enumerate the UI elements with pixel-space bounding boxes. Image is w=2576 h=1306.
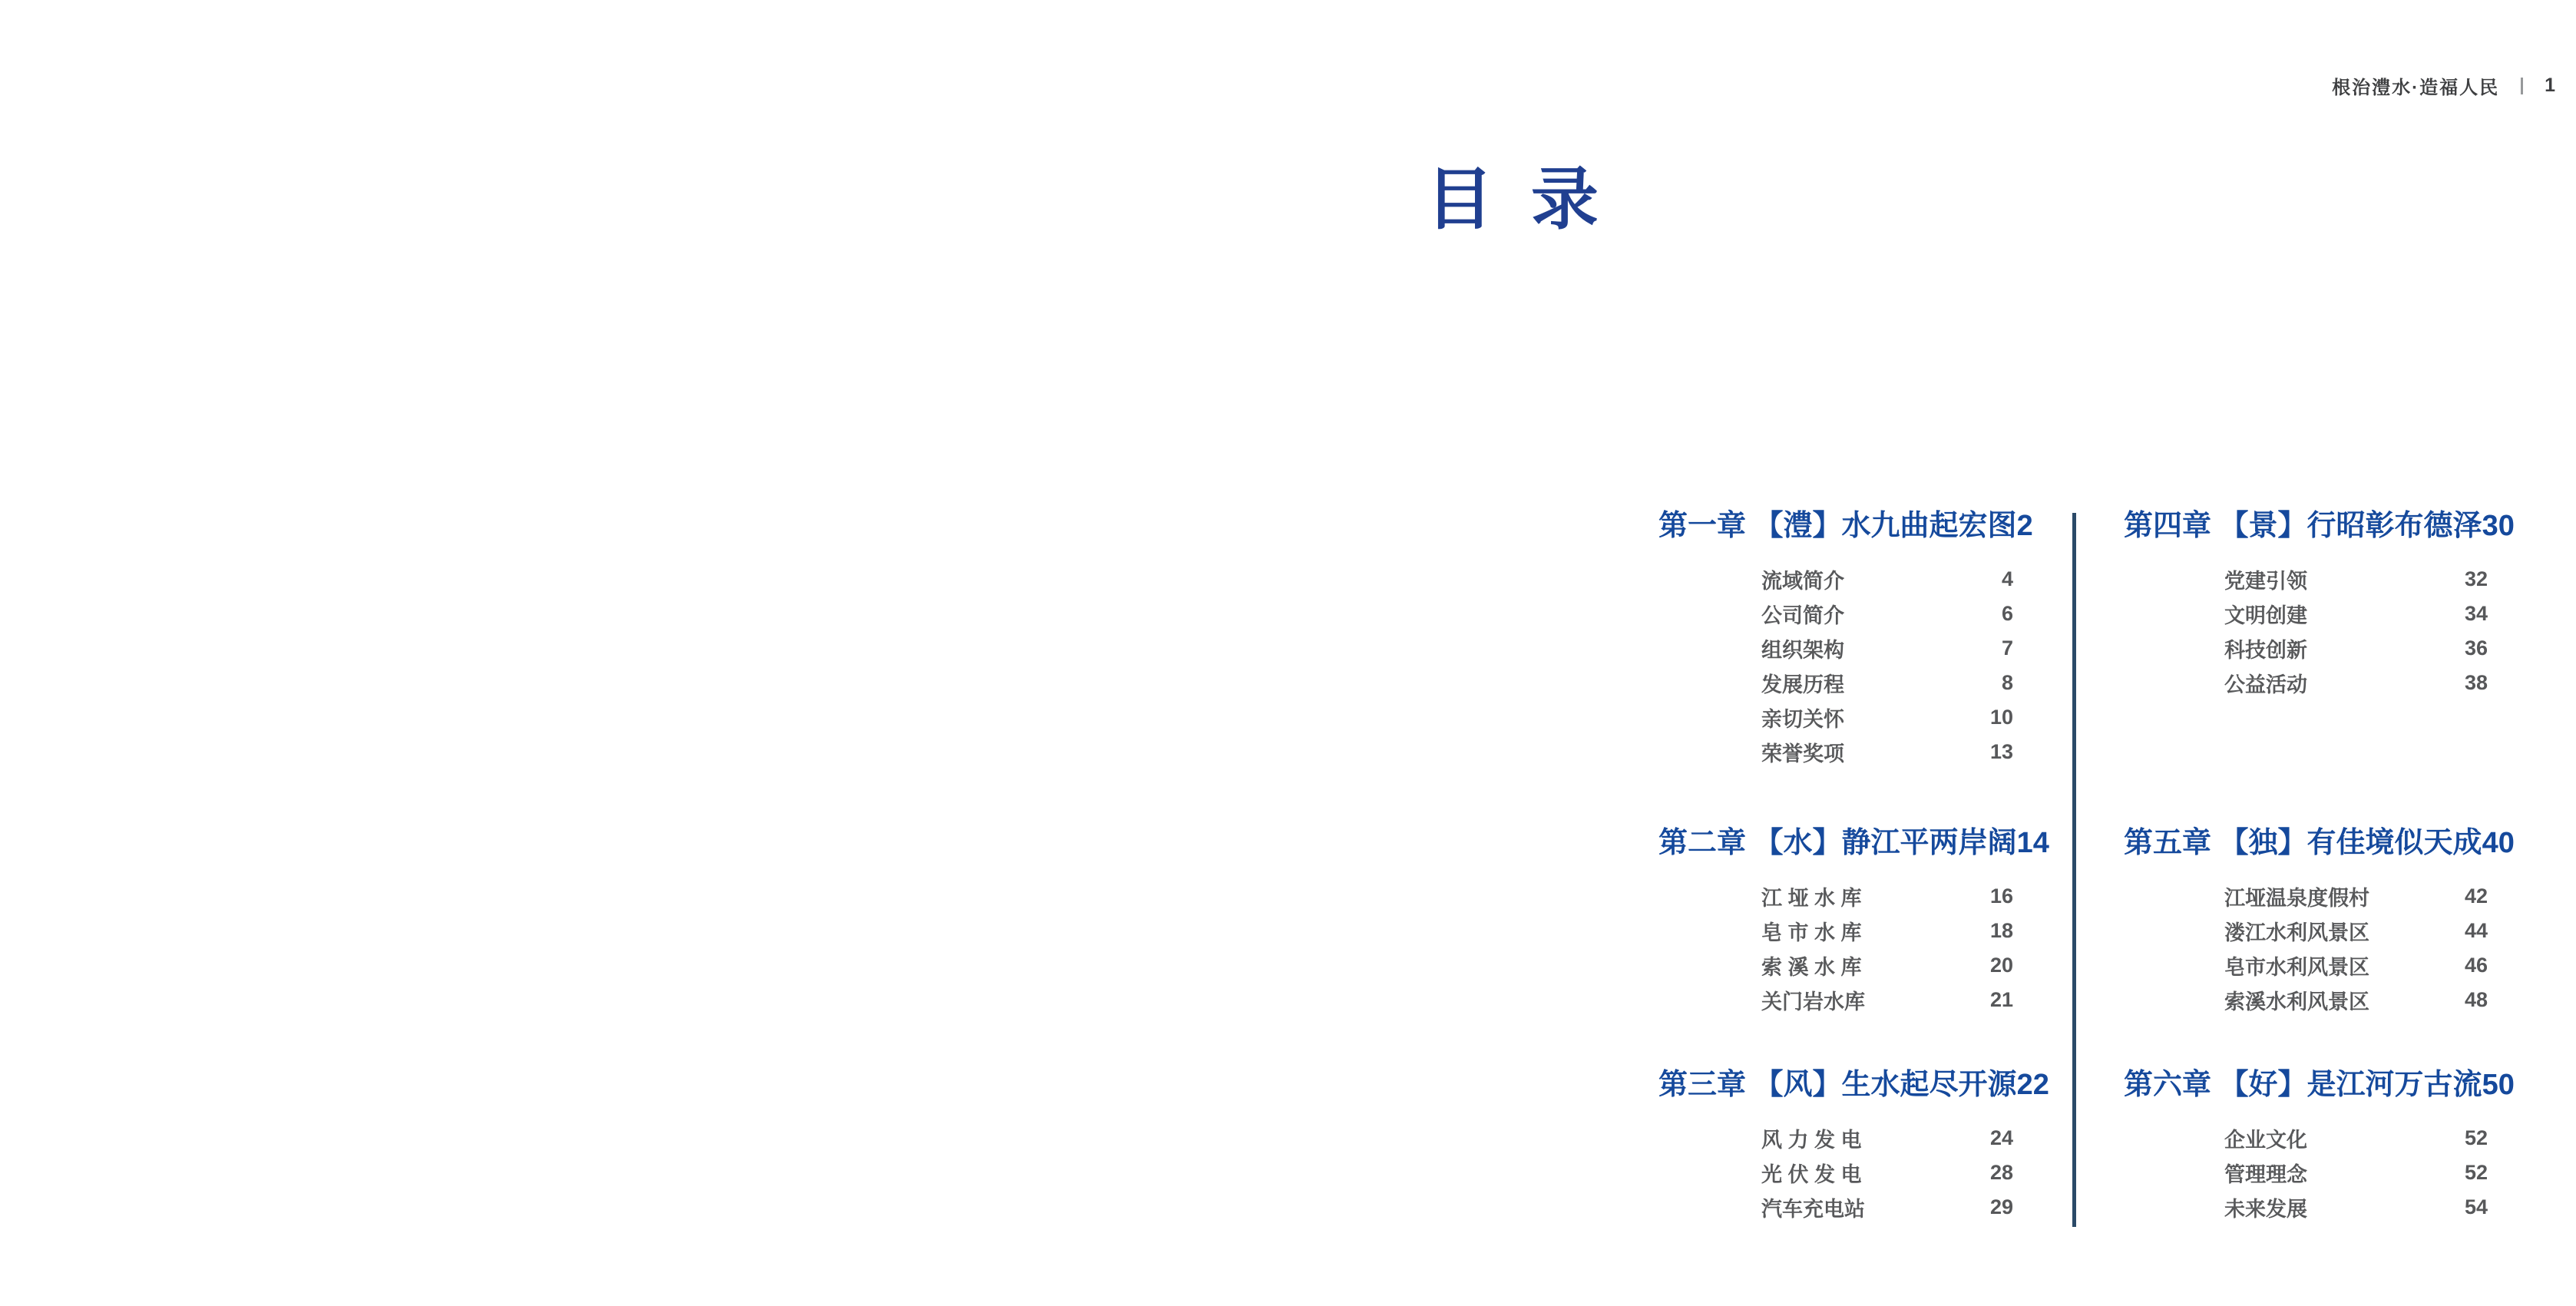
- toc-entry-label: 汽车充电站: [1761, 1198, 1865, 1221]
- toc-entry: [2224, 1190, 2488, 1225]
- chapter-page-number: 40: [2482, 827, 2515, 859]
- toc-entry: [1761, 914, 2013, 948]
- chapter-section-6: [2124, 1067, 2515, 1225]
- toc-entry-label: 未来发展: [2224, 1198, 2307, 1221]
- toc-entry-label: 索溪水利风景区: [2224, 990, 2369, 1013]
- toc-entry-page: 29: [1989, 1195, 2013, 1218]
- toc-entry-page: 4: [2001, 567, 2013, 590]
- toc-entry-page: 24: [1989, 1126, 2013, 1149]
- toc-entry: [2224, 597, 2488, 631]
- toc-entry: [2224, 562, 2488, 597]
- chapter-page-number: 22: [2016, 1069, 2049, 1101]
- chapter-section-2: [1658, 825, 2049, 1017]
- toc-entry-page: 28: [1989, 1161, 2013, 1184]
- toc-entry: [1761, 983, 2013, 1017]
- chapter-title: 第二章 【水】静江平两岸阔: [1658, 827, 2017, 859]
- toc-entry: [2224, 879, 2488, 914]
- page-header: [2332, 72, 2555, 99]
- chapter-page-number: 50: [2482, 1069, 2515, 1101]
- toc-entry: [1761, 562, 2013, 597]
- toc-entry-page: 10: [1989, 706, 2013, 729]
- chapter-section-5: [2124, 825, 2515, 1017]
- toc-title: 目 录: [1426, 161, 1599, 237]
- toc-entry-page: 18: [1989, 919, 2013, 942]
- chapter-heading: [1658, 825, 2049, 861]
- toc-entry: [1761, 597, 2013, 631]
- toc-entry: [1761, 948, 2013, 983]
- toc-entry-label: 党建引领: [2224, 570, 2307, 593]
- chapter-section-4: [2124, 508, 2515, 700]
- header-separator-bar: [2521, 78, 2523, 94]
- toc-entry-label: 文明创建: [2224, 604, 2307, 627]
- header-slogan: 根治澧水·造福人民: [2332, 78, 2500, 98]
- chapter-entry-list: [2124, 879, 2488, 1017]
- toc-entry-page: 34: [2464, 602, 2488, 625]
- toc-entry: [2224, 1121, 2488, 1156]
- chapter-title: 第三章 【风】生水起尽开源: [1658, 1069, 2017, 1101]
- chapter-heading: [2124, 1067, 2515, 1103]
- toc-entry-page: 54: [2464, 1195, 2488, 1218]
- chapter-heading: [1658, 1067, 2049, 1103]
- toc-entry: [2224, 948, 2488, 983]
- chapter-entry-list: [2124, 562, 2488, 700]
- toc-entry-page: 44: [2464, 919, 2488, 942]
- toc-entry-label: 皂市水利风景区: [2224, 956, 2369, 979]
- toc-entry: [2224, 914, 2488, 948]
- toc-entry-page: 46: [2464, 954, 2488, 977]
- toc-entry-label: 公司简介: [1761, 604, 1844, 627]
- toc-entry: [1761, 1190, 2013, 1225]
- column-divider: [2072, 513, 2076, 1227]
- toc-entry: [1761, 700, 2013, 735]
- toc-entry-page: 20: [1989, 954, 2013, 977]
- toc-entry-page: 52: [2464, 1161, 2488, 1184]
- toc-entry-label: 索 溪 水 库: [1761, 956, 1862, 979]
- chapter-title: 第五章 【独】有佳境似天成: [2124, 827, 2482, 859]
- toc-entry-label: 荣誉奖项: [1761, 742, 1844, 765]
- chapter-heading: [1658, 508, 2033, 544]
- toc-entry-label: 管理理念: [2224, 1163, 2307, 1186]
- toc-entry-label: 光 伏 发 电: [1761, 1163, 1862, 1186]
- toc-entry: [1761, 879, 2013, 914]
- toc-entry: [1761, 735, 2013, 769]
- toc-entry-label: 公益活动: [2224, 673, 2307, 696]
- chapter-section-3: [1658, 1067, 2049, 1225]
- toc-entry-page: 8: [2001, 671, 2013, 694]
- toc-entry-label: 皂 市 水 库: [1761, 921, 1862, 944]
- toc-entry-label: 发展历程: [1761, 673, 1844, 696]
- toc-entry-page: 13: [1989, 740, 2013, 763]
- toc-entry: [2224, 666, 2488, 700]
- toc-entry-page: 36: [2464, 636, 2488, 660]
- toc-entry-label: 科技创新: [2224, 639, 2307, 662]
- toc-entry-page: 48: [2464, 988, 2488, 1011]
- toc-entry-page: 52: [2464, 1126, 2488, 1149]
- toc-entry-page: 38: [2464, 671, 2488, 694]
- toc-entry-label: 关门岩水库: [1761, 990, 1865, 1013]
- toc-entry-label: 亲切关怀: [1761, 708, 1844, 731]
- chapter-heading: [2124, 825, 2515, 861]
- toc-entry-page: 21: [1989, 988, 2013, 1011]
- chapter-entry-list: [1658, 1121, 2013, 1225]
- chapter-section-1: [1658, 508, 2033, 769]
- toc-entry-label: 组织架构: [1761, 639, 1844, 662]
- toc-entry-page: 7: [2001, 636, 2013, 660]
- chapter-entry-list: [2124, 1121, 2488, 1225]
- chapter-page-number: 2: [2016, 510, 2033, 542]
- chapter-heading: [2124, 508, 2515, 544]
- header-page-number: 1: [2545, 74, 2555, 96]
- toc-entry: [2224, 1156, 2488, 1190]
- toc-entry-label: 流域简介: [1761, 570, 1844, 593]
- chapter-title: 第四章 【景】行昭彰布德泽: [2124, 510, 2482, 542]
- toc-entry-label: 风 力 发 电: [1761, 1129, 1862, 1152]
- toc-entry-page: 32: [2464, 567, 2488, 590]
- toc-entry-page: 16: [1989, 884, 2013, 908]
- toc-entry: [2224, 983, 2488, 1017]
- toc-entry-page: 6: [2001, 602, 2013, 625]
- chapter-page-number: 30: [2482, 510, 2515, 542]
- chapter-entry-list: [1658, 562, 2013, 769]
- toc-entry: [1761, 1121, 2013, 1156]
- toc-entry: [1761, 1156, 2013, 1190]
- chapter-page-number: 14: [2016, 827, 2049, 859]
- chapter-title: 第六章 【好】是江河万古流: [2124, 1069, 2482, 1101]
- toc-entry: [1761, 631, 2013, 666]
- toc-entry-label: 江 垭 水 库: [1761, 887, 1862, 910]
- toc-entry-page: 42: [2464, 884, 2488, 908]
- toc-entry-label: 江垭温泉度假村: [2224, 887, 2369, 910]
- toc-entry: [1761, 666, 2013, 700]
- chapter-entry-list: [1658, 879, 2013, 1017]
- chapter-title: 第一章 【澧】水九曲起宏图: [1658, 510, 2017, 542]
- toc-entry-label: 溇江水利风景区: [2224, 921, 2369, 944]
- toc-entry: [2224, 631, 2488, 666]
- toc-entry-label: 企业文化: [2224, 1129, 2307, 1152]
